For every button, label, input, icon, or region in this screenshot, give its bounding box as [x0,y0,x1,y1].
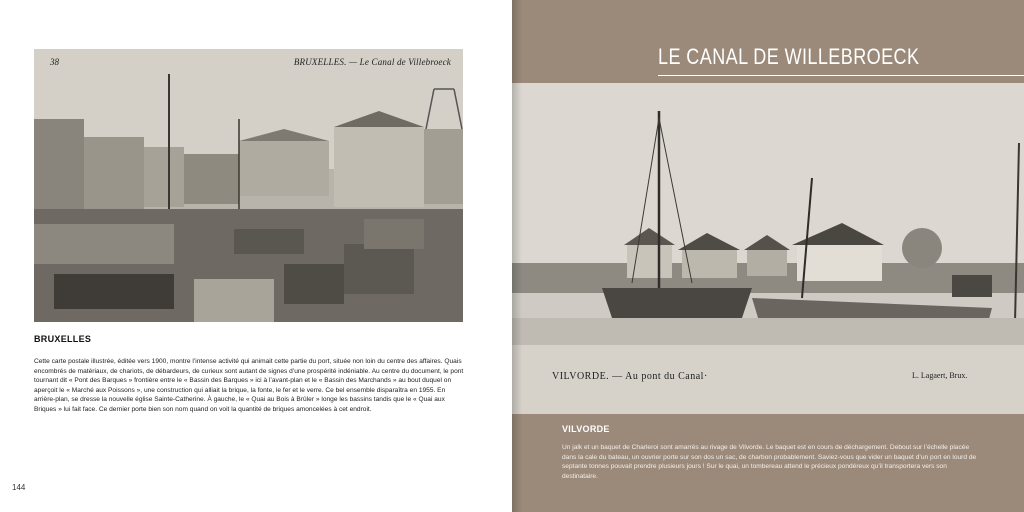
page-number: 144 [12,483,26,492]
section-title-bruxelles: BRUXELLES [34,334,92,344]
body-text-bruxelles: Cette carte postale illustrée, éditée vers 1900, montre l’intense activité qui animait cette partie du port, située non loin du centre des affaires. Quais encombrés de matériaux, de chariots, de débardeurs, de curieux sont autant de signes d’une prospérité indéniable. Au centre du document, le pont tournant dit « Pont des Barques » frontière entre le « Bassin des Barques » ici à l’avant-plan et le « Bassin des Marchands » au bout duquel on aperçoit le « Marché aux Poissons », une construction qui alliait la brique, la fonte, le fer et le verre. Ce bel ensemble disparaîtra en 1955. En arrière-plan, se dresse la nouvelle église Sainte-Catherine. À gauche, le « Quai au Bois à Brûler » longe les bassins tandis que le « Quai aux Briques » lui fait face. Ce dernier porte bien son nom quand on voit la quantité de briques amoncelées à cet endroit. [34,358,464,413]
harbor-illustration [34,49,463,322]
postcard-photo-vilvorde [512,83,1024,414]
book-spine-shadow [512,0,522,512]
postcard-number: 38 [50,57,59,67]
canal-illustration [512,83,1024,414]
postcard-photo-bruxelles [34,49,463,322]
chapter-title: LE CANAL DE WILLEBROECK [658,44,920,69]
body-text-vilvorde: Un jalk et un baquet de Charleroi sont amarrés au rivage de Vilvorde. Le baquet est en cours de déchargement. Debout sur l’échelle placée dans la cale du bateau, un ouvrier porte sur son dos un sac, de charbon probablement. Saviez-vous que vider un baquet d’un port en lourd de septante tonnes pouvait prendre plusieurs jours ! Sur le quai, un tombereau attend le précieux pondéreux qu’il transportera vers son destinataire. [562,444,977,480]
postcard-caption: BRUXELLES. — Le Canal de Villebroeck [293,57,451,67]
title-rule [658,75,1024,76]
right-page [512,0,1024,512]
section-title-vilvorde: VILVORDE [562,424,610,434]
postcard-caption: VILVORDE. — Au pont du Canal· [552,371,708,382]
postcard-publisher: L. Lagaert, Brux. [912,371,968,380]
